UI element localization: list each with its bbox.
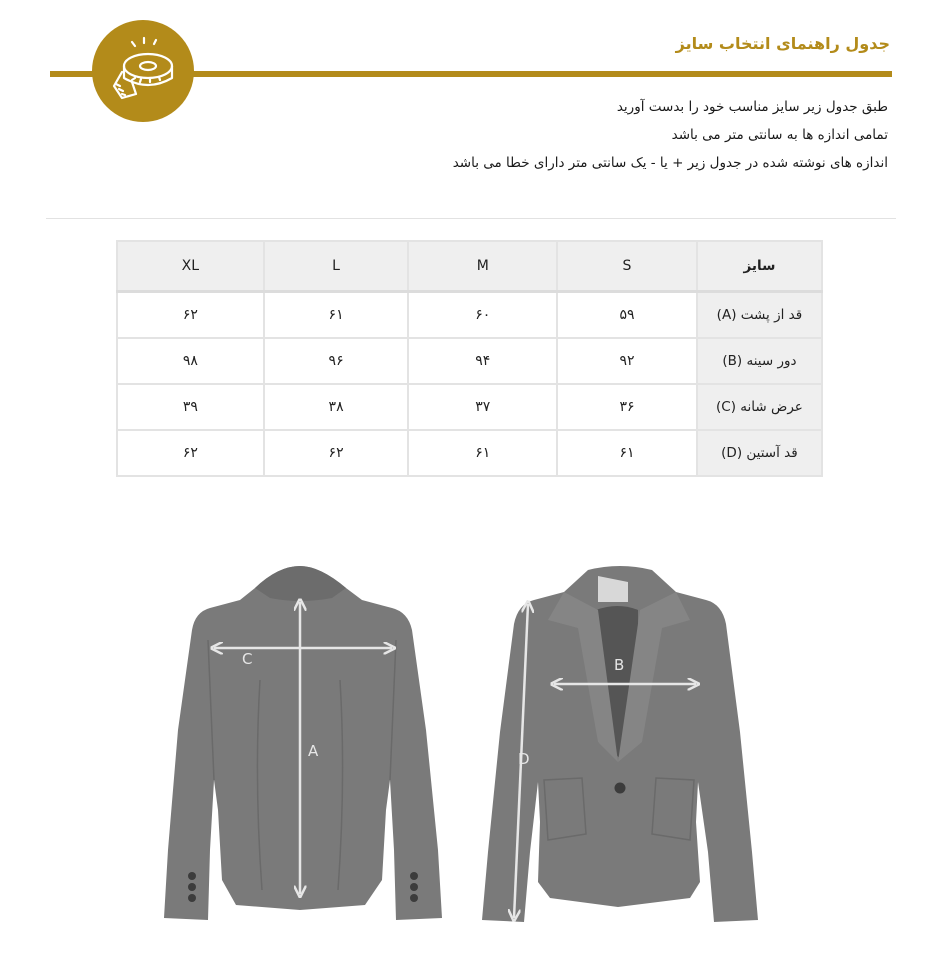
table-cell: ۶۱ (264, 292, 409, 339)
jacket-back-view (150, 560, 460, 935)
row-label: دور سینه (B) (697, 338, 822, 384)
label-c: C (242, 650, 253, 668)
table-cell: ۹۸ (117, 338, 264, 384)
measuring-tape-icon (92, 20, 194, 122)
table-cell: ۶۱ (408, 430, 557, 476)
intro-line: طبق جدول زیر سایز مناسب خود را بدست آورید (616, 99, 888, 115)
table-cell: ۳۸ (264, 384, 409, 430)
table-cell: ۹۲ (557, 338, 697, 384)
label-a: A (308, 742, 319, 760)
page-title: جدول راهنمای انتخاب سایز (675, 34, 890, 53)
table-cell: ۳۷ (408, 384, 557, 430)
table-row (117, 338, 822, 384)
intro-text (453, 93, 888, 177)
intro-line: اندازه های نوشته شده در جدول زیر + یا - یک سانتی متر دارای خطا می باشد (452, 155, 888, 171)
size-table (116, 240, 823, 477)
table-cell: ۳۶ (557, 384, 697, 430)
table-cell: ۶۰ (408, 292, 557, 339)
table-row (117, 430, 822, 476)
jacket-front-view (478, 562, 768, 932)
jacket-front-shape (482, 566, 758, 922)
size-header-label: سایز (697, 241, 822, 292)
table-row (117, 384, 822, 430)
row-label: عرض شانه (C) (697, 384, 822, 430)
table-header-row (117, 241, 822, 292)
table-cell: ۶۲ (117, 292, 264, 339)
table-cell: ۶۱ (557, 430, 697, 476)
jacket-back-shape (164, 566, 442, 920)
size-header-l: L (264, 241, 409, 292)
table-row (117, 292, 822, 339)
table-cell: ۹۶ (264, 338, 409, 384)
label-d: D (518, 750, 530, 768)
row-label: قد آستین (D) (697, 430, 822, 476)
label-b: B (614, 656, 625, 674)
size-header-m: M (408, 241, 557, 292)
intro-line: تمامی اندازه ها به سانتی متر می باشد (671, 127, 888, 143)
table-cell: ۶۲ (264, 430, 409, 476)
table-cell: ۳۹ (117, 384, 264, 430)
row-label: قد از پشت (A) (697, 292, 822, 339)
table-cell: ۵۹ (557, 292, 697, 339)
section-divider (46, 218, 896, 219)
size-header-s: S (557, 241, 697, 292)
table-cell: ۹۴ (408, 338, 557, 384)
size-header-xl: XL (117, 241, 264, 292)
table-cell: ۶۲ (117, 430, 264, 476)
